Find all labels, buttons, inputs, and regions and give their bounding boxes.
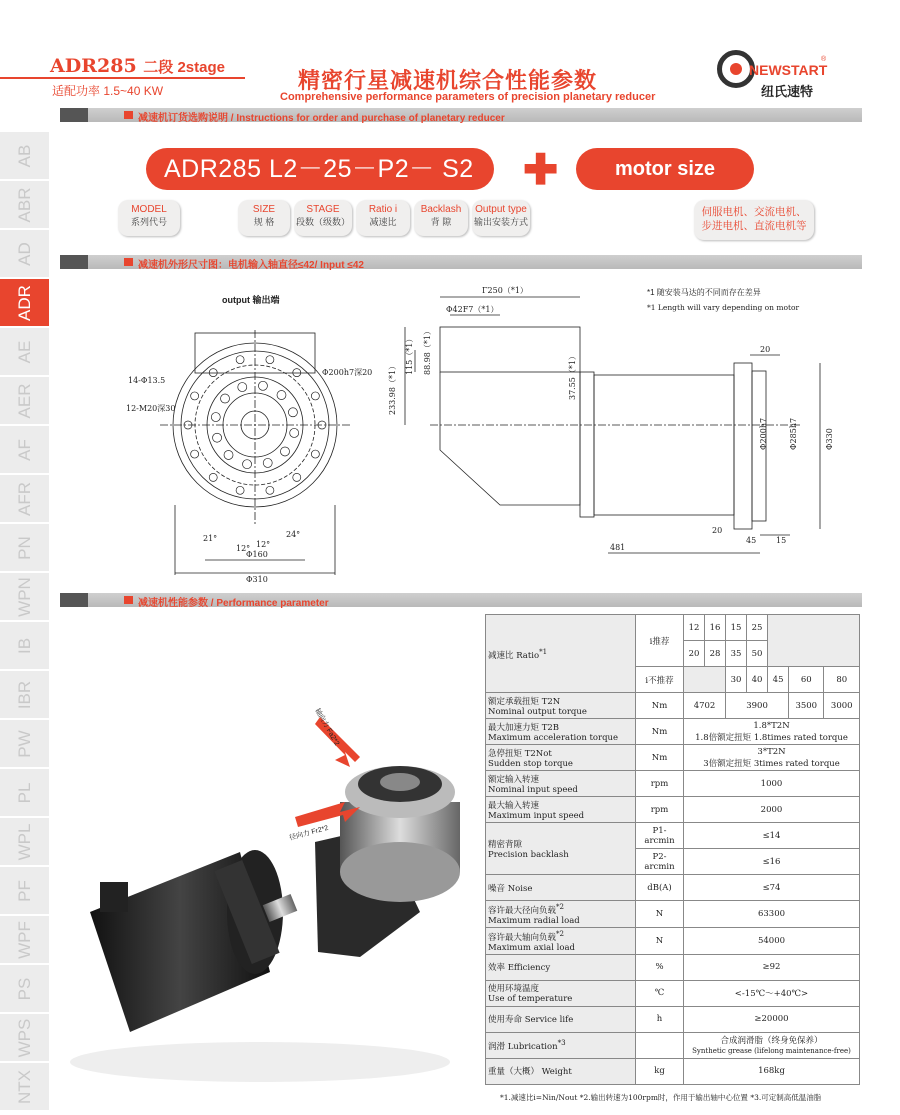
sidebar-tab-ntx[interactable] <box>0 1063 49 1111</box>
sidebar-tab-ps[interactable] <box>0 965 49 1013</box>
sidebar-tab-afr[interactable] <box>0 475 49 523</box>
power-range: 适配功率 1.5~40 KW <box>52 84 164 98</box>
sidebar-tab-label: PF <box>14 879 34 902</box>
product-illustration <box>60 612 480 1102</box>
sidebar-tab-label: AF <box>14 438 34 461</box>
svg-text:*1 Length will vary depending: *1 Length will vary depending on motor <box>647 303 800 312</box>
label-size: SIZE 规 格 <box>238 200 290 236</box>
sidebar-tab-pf[interactable] <box>0 867 49 915</box>
sidebar-tab-ab[interactable] <box>0 132 49 180</box>
label-output-type: Output type 输出安装方式 <box>472 200 530 236</box>
motor-types-note: 伺服电机、交流电机、 步进电机、直流电机等 <box>694 200 814 240</box>
sidebar-tab-label: AD <box>14 241 34 266</box>
sidebar-tab-aer[interactable] <box>0 377 49 425</box>
front-view <box>160 330 350 575</box>
header-underline <box>0 77 245 79</box>
label-ratio: Ratio i 减速比 <box>356 200 410 236</box>
logo-text: NEWSTART <box>749 62 828 78</box>
sidebar-tab-pn[interactable] <box>0 524 49 572</box>
svg-text:12°: 12° <box>236 544 251 553</box>
label-stage: STAGE 段数（级数） <box>294 200 352 236</box>
sidebar-tab-ad[interactable] <box>0 230 49 278</box>
sidebar-tab-label: PS <box>14 977 34 1000</box>
registered-mark: ® <box>821 56 827 63</box>
sidebar-tab-label: PL <box>14 782 34 803</box>
label-backlash: Backlash 背 隙 <box>414 200 468 236</box>
section-bar-performance: 减速机性能参数 / Performance parameter <box>60 593 862 607</box>
sidebar-tab-pl[interactable] <box>0 769 49 817</box>
sidebar-tab-adr[interactable] <box>0 279 49 327</box>
sidebar-tab-wpn[interactable] <box>0 573 49 621</box>
section-bar-order: 减速机订货选购说明 / Instructions for order and purchase of planetary reducer <box>60 108 862 122</box>
reducer-image <box>315 766 460 957</box>
sidebar-tab-label: IBR <box>14 680 34 709</box>
brand-logo <box>717 48 827 100</box>
svg-text:24°: 24° <box>286 530 301 539</box>
section-bar-dimensions: 减速机外形尺寸图：电机输入轴直径≤42/ Input ≤42 <box>60 255 862 269</box>
side-view <box>405 297 820 553</box>
svg-text:12°: 12° <box>256 540 271 549</box>
sidebar-tab-label: AE <box>14 340 34 363</box>
sidebar-tab-ib[interactable] <box>0 622 49 670</box>
model-title: ADR285 二段 2stage <box>50 55 225 77</box>
svg-text:481: 481 <box>610 543 626 552</box>
svg-text:轴向力 Fa2*2: 轴向力 Fa2*2 <box>313 707 341 748</box>
sidebar-tab-wps[interactable] <box>0 1014 49 1062</box>
dimension-drawing <box>60 275 860 595</box>
motor-size-pill: motor size <box>576 148 754 190</box>
sidebar-tab-pw[interactable] <box>0 720 49 768</box>
sidebar-tab-label: ABR <box>14 187 34 222</box>
sidebar-tab-label: WPS <box>14 1018 34 1057</box>
svg-text:Φ200h7: Φ200h7 <box>759 417 768 450</box>
page-subtitle: Comprehensive performance parameters of precision planetary reducer <box>280 91 656 103</box>
output-label: output 输出端 <box>222 295 280 305</box>
svg-text:Φ285h7: Φ285h7 <box>789 417 798 450</box>
svg-text:15: 15 <box>776 536 787 545</box>
svg-text:21°: 21° <box>203 534 218 543</box>
svg-text:12-M20深30: 12-M20深30 <box>126 404 176 413</box>
sidebar-tab-label: IB <box>14 637 34 654</box>
svg-text:14-Φ13.5: 14-Φ13.5 <box>128 376 166 385</box>
sidebar-tab-label: WPN <box>14 576 34 617</box>
sidebar-tab-label: NTX <box>14 1069 34 1104</box>
series-sidebar <box>0 132 49 1115</box>
svg-text:Φ42F7（*1）: Φ42F7（*1） <box>446 305 499 314</box>
page-title: 精密行星减速机综合性能参数 <box>298 68 598 93</box>
svg-text:115（*1）: 115（*1） <box>405 334 414 375</box>
label-model: MODEL 系列代号 <box>118 200 180 236</box>
sidebar-tab-label: AFR <box>14 481 34 516</box>
sidebar-tab-label: AB <box>14 144 34 167</box>
sidebar-tab-wpl[interactable] <box>0 818 49 866</box>
svg-text:Φ310: Φ310 <box>246 575 268 584</box>
sidebar-tab-label: PN <box>14 535 34 560</box>
sidebar-tab-wpf[interactable] <box>0 916 49 964</box>
motor-image <box>90 850 297 1032</box>
svg-text:88.98（*1）: 88.98（*1） <box>423 327 432 375</box>
sidebar-tab-af[interactable] <box>0 426 49 474</box>
table-footnote: *1.减速比i=Nin/Nout *2.输出转速为100rpm时，作用于输出轴中心位置 *3.可定制高低温油脂 <box>500 1093 822 1102</box>
svg-text:37.55（*1）: 37.55（*1） <box>568 352 577 400</box>
sidebar-tab-abr[interactable] <box>0 181 49 229</box>
svg-text:45: 45 <box>746 536 757 545</box>
sidebar-tab-label: WPL <box>14 823 34 860</box>
sidebar-tab-label: AER <box>14 383 34 418</box>
plus-icon: ✚ <box>523 146 559 193</box>
svg-text:20: 20 <box>712 526 723 535</box>
order-code: ADR285 L2－25－P2－ S2 <box>146 148 494 190</box>
svg-text:Γ250（*1）: Γ250（*1） <box>482 286 528 295</box>
logo-chinese: 纽氏速特 <box>761 84 814 99</box>
sidebar-tab-label: PW <box>14 729 34 758</box>
sidebar-tab-ibr[interactable] <box>0 671 49 719</box>
svg-text:Φ200h7深20: Φ200h7深20 <box>322 368 373 377</box>
svg-text:Φ160: Φ160 <box>246 550 268 559</box>
svg-text:径向力 Fr2*2: 径向力 Fr2*2 <box>288 824 330 842</box>
spec-table: 减速比 Ratio$^{*1}$ i推荐 12 16 15 25 20 28 35 50 i不推荐 30 40 45 60 80 额定承载扭矩 T2N Nominal output torque Nm 4702 3900 3500 3000 最大加速力矩 T2B Maximum acceleration torque Nm 1.8*T2N 1.8倍额定扭矩 1.8times rated torque 急停扭矩 T2Not Sudden stop torque Nm 3*T2N 3倍额定扭矩 3times rated torque 额定输入转速 Nominal input speed rpm 1000 最大输入转速 Maximum input speed rpm 2000 精密背隙 Precision backlash P1-arcmin ≤14 P2-arcmin ≤16 噪音 Noise dB(A) ≤74 容许最大径向负载$^{*2}$ Maximum radial load N 63300 容许最大轴向负载$^{*2}$ Maximum axial load N 54000 效率 Efficiency % ≥92 使用环境温度 Use of temperature ℃ <-15℃～+40℃> 使用寿命 Service life h ≥20000 润滑 Lubrication$^{*3}$ 合成润滑脂（终身免保养） Synthetic grease (lifelong maintenance-free) 重量（大概） Weight kg 168kg <box>485 614 860 1085</box>
sidebar-tab-label: ADR <box>14 284 34 321</box>
svg-text:*1 随安装马达的不同而存在差异: *1 随安装马达的不同而存在差异 <box>647 288 761 297</box>
sidebar-tab-ae[interactable] <box>0 328 49 376</box>
sidebar-tab-label: WPF <box>14 920 34 959</box>
svg-text:Φ330: Φ330 <box>825 428 834 450</box>
svg-text:233.98（*1）: 233.98（*1） <box>388 361 397 415</box>
svg-text:20: 20 <box>760 345 771 354</box>
